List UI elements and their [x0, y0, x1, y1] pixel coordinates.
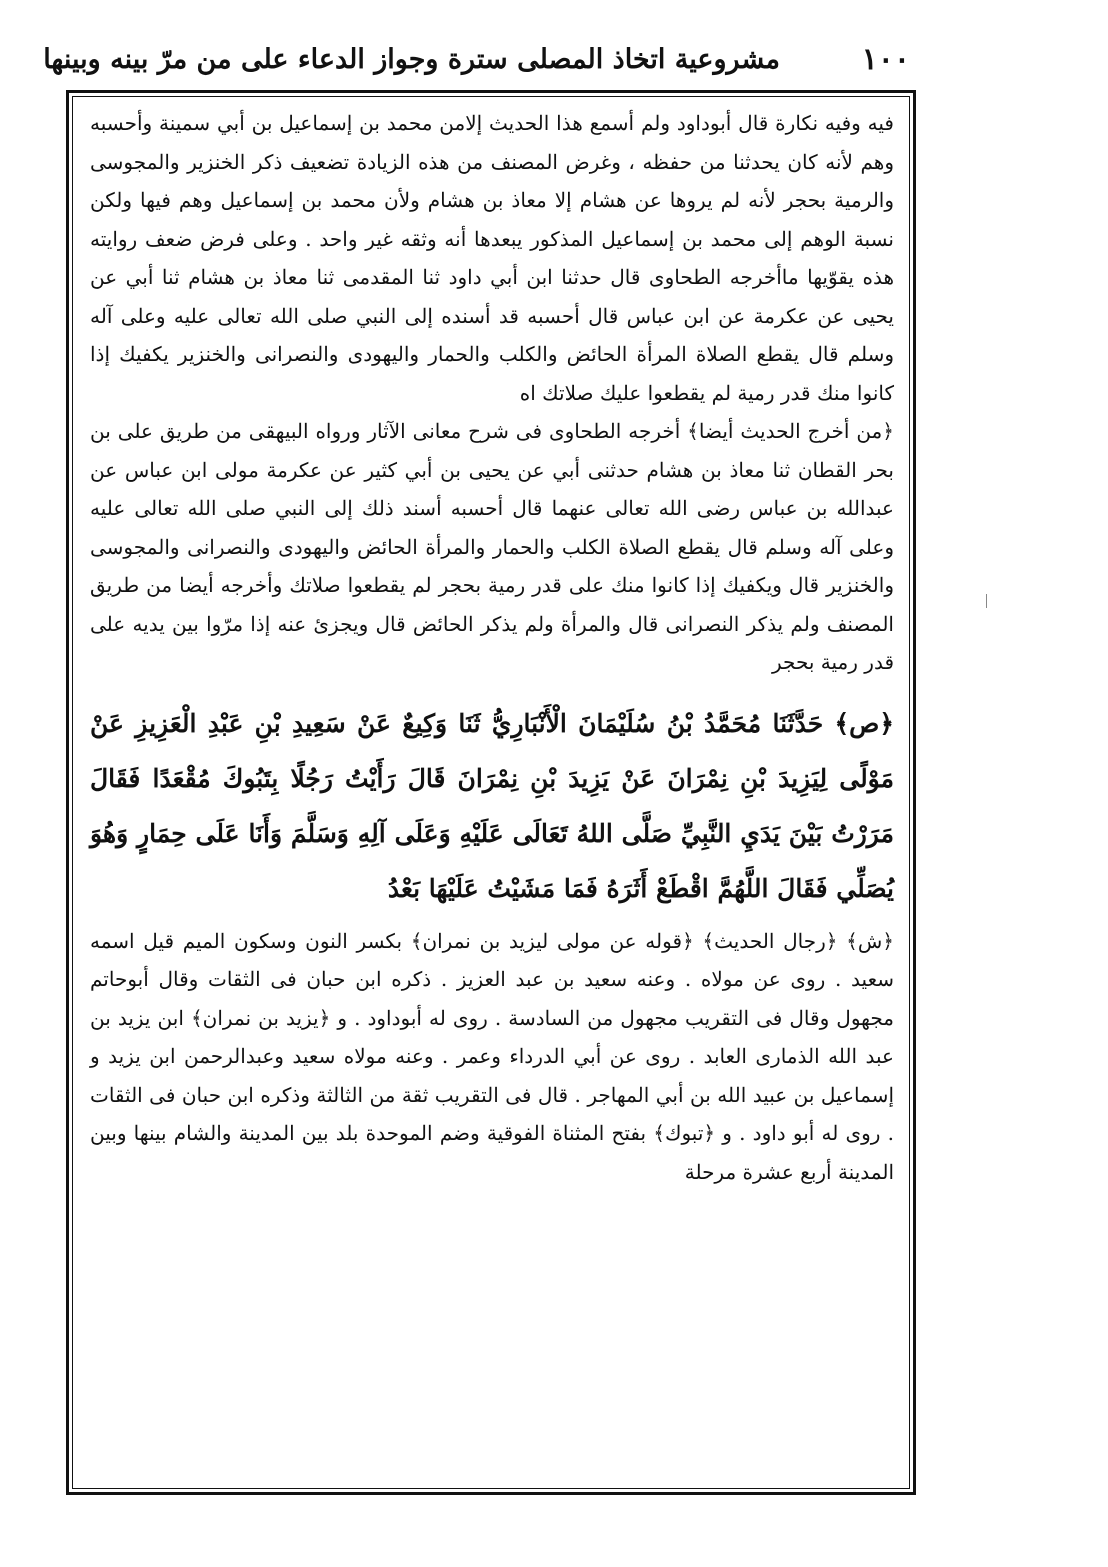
page-number: ١٠٠	[861, 42, 910, 77]
commentary-paragraph-3: ﴿ش﴾ ﴿رجال الحديث﴾ ﴿قوله عن مولى ليزيد بن نمران﴾ بكسر النون وسكون الميم قيل اسمه سعيد . روى عن مولاه . وعنه سعيد بن عبد العزيز . ذكره ابن حبان فى الثقات وقال أبوحاتم مجهول وقال فى التقريب مجهول من السادسة . روى له أبوداود . و ﴿يزيد بن نمران﴾ ابن يزيد بن عبد الله الذمارى العابد . روى عن أبي الدرداء وعمر . وعنه مولاه سعيد وعبدالرحمن ابن يزيد و إسماعيل بن عبيد الله بن أبي المهاجر . قال فى التقريب ثقة من الثالثة وذكره ابن حبان فى الثقات . روى له أبو داود . و ﴿تبوك﴾ بفتح المثناة الفوقية وضم الموحدة بلد بين المدينة والشام بينها وبين المدينة أربع عشرة مرحلة	[90, 928, 895, 1184]
commentary-paragraph-2: ﴿من أخرج الحديث أيضا﴾ أخرجه الطحاوى فى شرح معانى الآثار ورواه البيهقى من طريق على بن بحر القطان ثنا معاذ بن هشام حدثنى أبي عن يحيى بن أبي كثير عن عكرمة مولى ابن عباس عن عبدالله بن عباس رضى الله تعالى عنهما قال أحسبه أسند ذلك إلى النبي صلى الله تعالى عليه وعلى آله وسلم قال يقطع الصلاة الكلب والحمار والمرأة الحائض واليهودى والنصرانى والمجوسى والخنزير قال ويكفيك إذا كانوا منك على قدر رمية بحجر لم يقطعوا صلاتك وأخرجه أيضا من طريق المصنف ولم يذكر النصرانى قال والمرأة ولم يذكر الحائض قال ويجزئ عنه إذا مرّوا بين يديه على قدر رمية بحجر	[90, 419, 894, 674]
hadith-text: ﴿ص﴾ حَدَّثَنَا مُحَمَّدُ بْنُ سُلَيْمَانَ الْأَنْبَارِيُّ ثَنَا وَكِيعٌ عَنْ سَعِيدِ بْنِ عَبْدِ الْعَزِيزِ عَنْ مَوْلًى لِيَزِيدَ بْنِ نِمْرَانَ عَنْ يَزِيدَ بْنِ نِمْرَانَ قَالَ رَأَيْتُ رَجُلًا بِتَبُوكَ مُقْعَدًا فَقَالَ مَرَرْتُ بَيْنَ يَدَيِ النَّبِيِّ صَلَّى اللهُ تَعَالَى عَلَيْهِ وَعَلَى آلِهِ وَسَلَّمَ وَأَنَا عَلَى حِمَارٍ وَهُوَ يُصَلِّي فَقَالَ اللَّهُمَّ اقْطَعْ أَثَرَهُ فَمَا مَشَيْتُ عَلَيْهَا بَعْدُ	[90, 708, 894, 903]
page-body	[90, 104, 894, 1191]
page-header	[43, 34, 910, 86]
margin-mark	[986, 594, 987, 608]
running-title: مشروعية اتخاذ المصلى سترة وجواز الدعاء على من مرّ بينه وبينها	[43, 44, 780, 75]
commentary-paragraph-1: فيه وفيه نكارة قال أبوداود ولم أسمع هذا الحديث إلامن محمد بن إسماعيل بن أبي سمينة وأحسبه وهم لأنه كان يحدثنا من حفظه ، وغرض المصنف من هذه الزيادة تضعيف ذكر الخنزير والمجوسى والرمية بحجر لأنه لم يروها عن هشام إلا معاذ بن هشام ولأن محمد بن إسماعيل وهم فيها ولكن نسبة الوهم إلى محمد بن إسماعيل المذكور يبعدها أنه وثقه غير واحد . وعلى فرض ضعف روايته هذه يقوّيها ماأخرجه الطحاوى قال حدثنا ابن أبي داود ثنا المقدمى ثنا معاذ بن هشام ثنا أبي عن يحيى عن عكرمة عن ابن عباس قال أحسبه قد أسنده إلى النبي صلى الله تعالى عليه وعلى آله وسلم قال يقطع الصلاة المرأة الحائض والكلب والحمار واليهودى والنصرانى والخنزير يكفيك إذا كانوا منك قدر رمية لم يقطعوا عليك صلاتك اه	[90, 111, 895, 405]
